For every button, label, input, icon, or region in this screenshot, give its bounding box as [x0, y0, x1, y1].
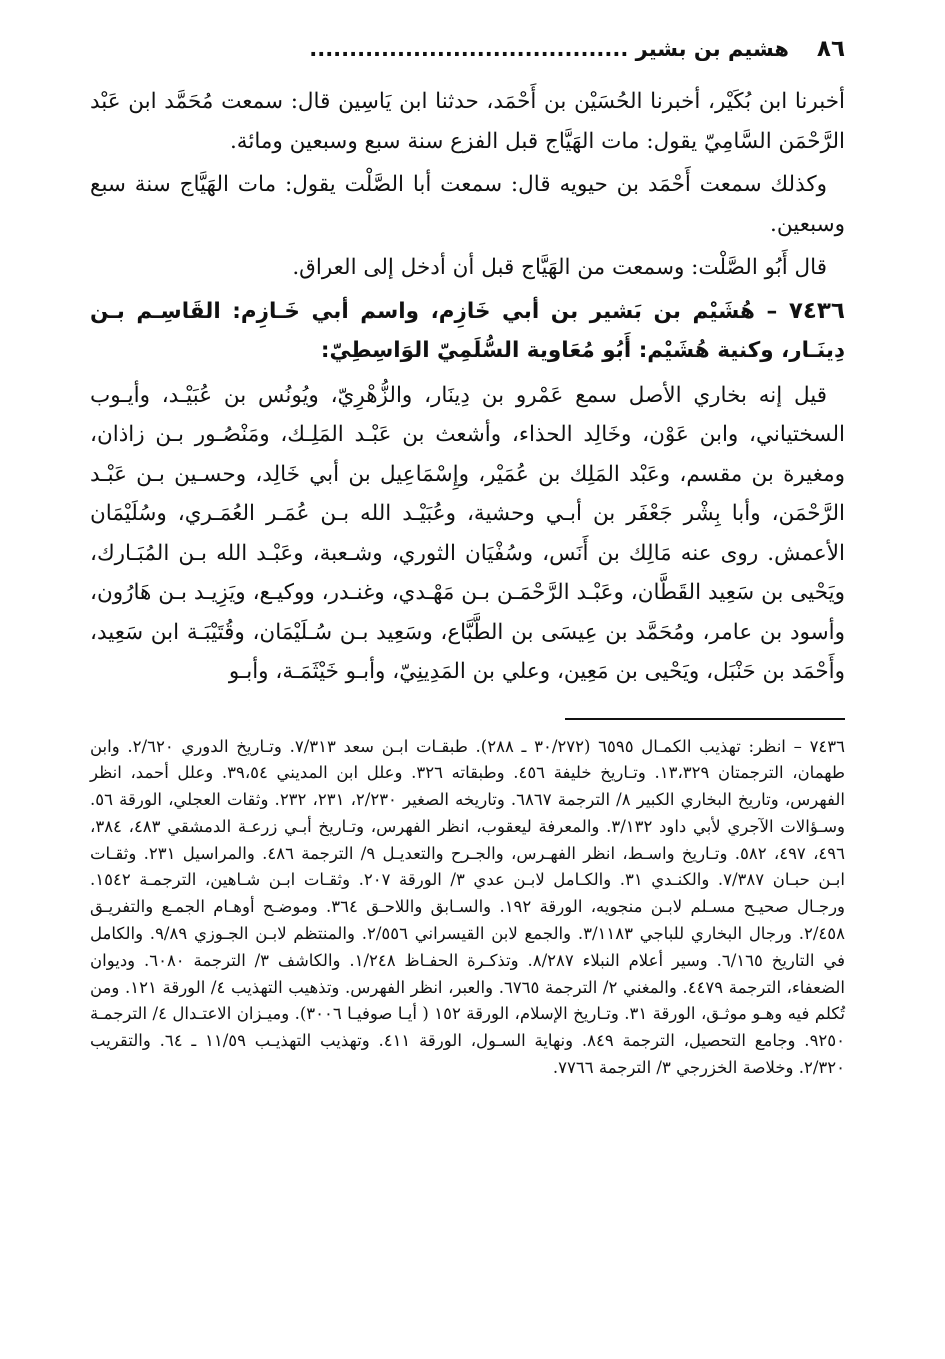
- entry-heading: [90, 292, 845, 370]
- leader-dots: ........................................: [309, 37, 629, 61]
- page-number: ٨٦: [816, 36, 845, 62]
- entry-number: ٧٤٣٦: [788, 297, 845, 324]
- main-text: [90, 82, 845, 692]
- running-title: [90, 37, 789, 61]
- entry-body: قيل إنه بخاري الأصل سمع عَمْرو بن دِينَار، والزُّهْرِيّ، ويُونُس بن عُبَيْـد، وأيـوب السختياني، وابن عَوْن، وخَالِد الحذاء، وأشعث بن عَبْـد المَلِـك، ومَنْصُـور بـن زاذان، ومغيرة بن مقسم، وعَبْد المَلِك بن عُمَيْر، وإِسْمَاعِيل بن أبي خَالِد، وحسـين بـن عَبْـد الرَّحْمَن، وأبا بِشْر جَعْفَر بن أبـي وحشية، وعُبَيْـد الله بـن عُمَـر العُمَـري، وسُلَيْمَان الأعمش. روى عنه مَالِك بن أَنَس، وسُفْيَان الثوري، وشـعبة، وعَبْـد الله بـن المُبَـارك، ويَحْيى بن سَعِيد القَطَّان، وعَبْـد الرَّحْمَـن بـن مَهْـدي، وغنـدر، ووكيـع، ويَزِيـد بـن هَارُون، وأسود بن عامر، ومُحَمَّد بن عِيسَى بن الطَّبَّاع، وسَعِيد بـن سُـلَيْمَان، وقُتَيْبَـة ابن سَعِيد، وأَحْمَد بن حَنْبَل، ويَحْيى بن مَعِين، وعلي بن المَدِينِيّ، وأبـو خَيْثَمَـة، وأبـو: [90, 382, 845, 684]
- footnote-text: – انظر: تهذيب الكمـال ٦٥٩٥ (٣٠/٢٧٢ ـ ٢٨٨). طبقـات ابـن سعد ٧/٣١٣. وتـاريخ الدوري ٢/٦٢٠. وابن طهمان، الترجمتان ١٣،٣٢٩. وتـاريخ خليفة ٤٥٦. وطبقاته ٣٢٦. وعلل ابن المديني ٣٩،٥٤. وعلل أحمد، انظر الفهرس، وتاريخ البخاري الكبير ٨/ الترجمة ٦٨٦٧. وتاريخه الصغير ٢/٢٣٠، ٢٣١، ٢٣٢. وثقات العجلي، الورقة ٥٦. وسـؤالات الآجري لأبي داود ٣/١٣٢. والمعرفة ليعقوب، انظر الفهرس، وتـاريخ أبـي زرعـة الدمشقي ٤٨٣، ٣٨٤، ٤٩٦، ٤٩٧، ٥٨٢. وتـاريخ واسـط، انظر الفهـرس، والجـرح والتعديـل ٩/ الترجمة ٤٨٦. والمراسيل ٢٣١. وثقـات ابـن حبـان ٧/٣٨٧. والكنـدي ٣١. والكـامل لابـن عدي ٣/ الورقة ٢٠٧. وثقـات ابـن شـاهين، الترجمـة ١٥٤٢. ورجـال صحيـح مسـلم لابـن منجويه، الورقة ١٩٢. والسـابق واللاحـق ٣٦٤. وموضـح أوهـام الجمـع والتفريـق ٢/٤٥٨. ورجال البخاري للباجي ٣/١١٨٣. والجمع لابن القيسراني ٢/٥٥٦. والمنتظم لابـن الجـوزي ٩/٨٩. والكامل في التاريخ ٦/١٦٥. وسير أعلام النبلاء ٨/٢٨٧. وتذكـرة الحفـاظ ١/٢٤٨. والكاشف ٣/ الترجمة ٦٠٨٠. وديوان الضعفاء، الترجمة ٤٤٧٩. والمغني ٢/ الترجمة ٦٧٦٥. والعبر، انظر الفهرس. وتذهيب التهذيب ٤/ الورقة ١٢١. ومن تُكلم فيه وهـو موثـق، الورقة ٣١. وتـاريخ الإسلام، الورقة ١٥٢ ( أيـا صوفيـا ٣٠٠٦). وميـزان الاعتـدال ٤/ الترجمـة ٩٢٥٠. وجامع التحصيل، الترجمة ٨٤٩. ونهاية السـول، الورقة ٤١١. وتهذيب التهذيـب ١١/٥٩ ـ ٦٤. والتقريب ٢/٣٢٠. وخلاصة الخزرجي ٣/ الترجمة ٧٧٦٦.: [90, 736, 846, 1078]
- footnote-number: ٧٤٣٦: [809, 736, 846, 756]
- book-page: [90, 36, 845, 1339]
- running-header: [90, 36, 845, 72]
- paragraph-isnad-1: أخبرنا ابن بُكَيْر، أخبرنا الحُسَيْن بن أَحْمَد، حدثنا ابن يَاسِين قال: سمعت مُحَمَّد ابن عَبْد الرَّحْمَن السَّامِيّ يقول: مات الهَيَّاج قبل الفزع سنة سبع وسبعين ومائة.: [90, 89, 845, 154]
- paragraph-isnad-3: قال أَبُو الصَّلْت: وسمعت من الهَيَّاج قبل أن أدخل إلى العراق.: [292, 255, 827, 280]
- footnote: [90, 734, 845, 1082]
- footnote-divider: [565, 718, 845, 720]
- running-title-text: هشيم بن بشير: [635, 37, 789, 61]
- paragraph-isnad-2: وكذلك سمعت أَحْمَد بن حيويه قال: سمعت أبا الصَّلْت يقول: مات الهَيَّاج سنة سبع وسبعين.: [90, 172, 845, 237]
- entry-heading-text: هُشَيْم بن بَشير بن أبي خَازِم، واسم أبي خَـازِم: القَاسِـم بـن دِينَـار، وكنية هُشَيْم: أَبُو مُعَاوية السُّلَمِيّ الوَاسِطِيّ:: [90, 298, 845, 363]
- entry-dash: –: [754, 298, 778, 324]
